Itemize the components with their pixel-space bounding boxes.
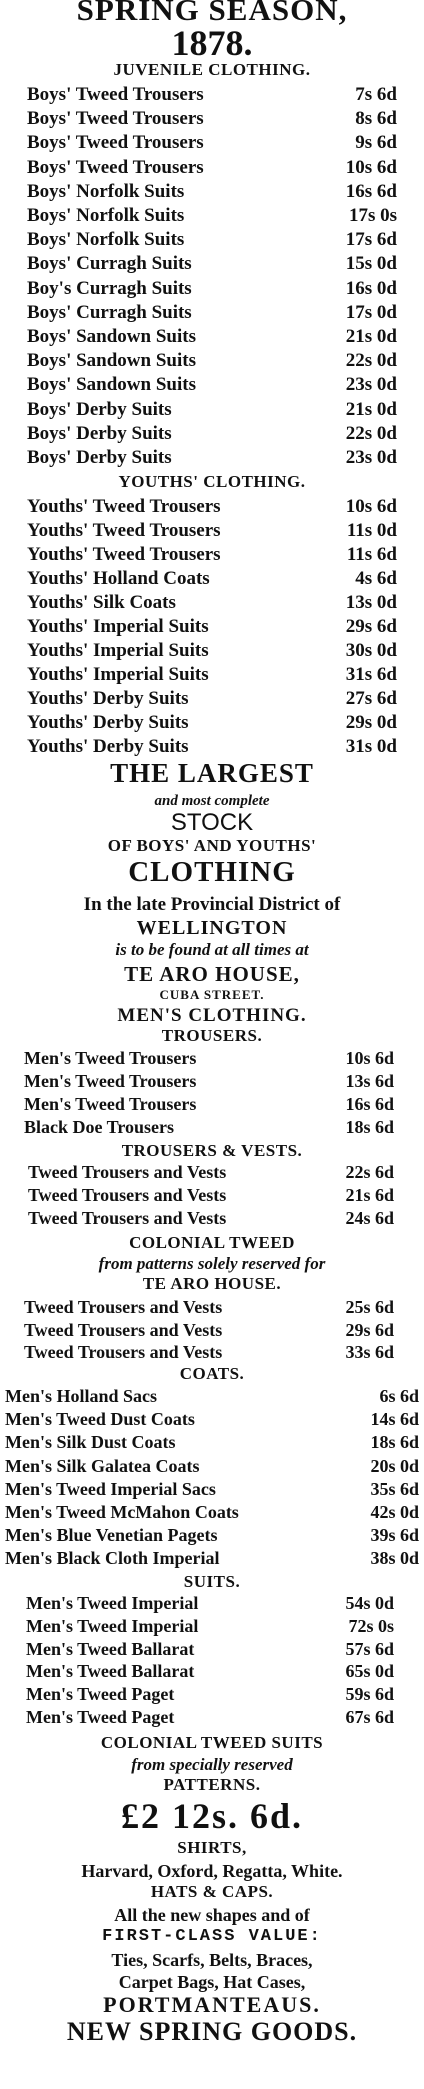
colonial-suits-heading: COLONIAL TWEED SUITS [100, 1733, 324, 1752]
item-price: 72s 0s [348, 1615, 394, 1636]
item-price: 35s 6d [370, 1478, 419, 1499]
price-row [0, 1296, 424, 1319]
price-row [0, 1660, 424, 1683]
item-price: 27s 6d [345, 688, 397, 709]
price-row [0, 325, 424, 348]
item-price: 22s 0d [345, 422, 397, 444]
item-price: 39s 6d [370, 1525, 419, 1546]
price-row [0, 1683, 424, 1706]
item-name: Men's Tweed Dust Coats [5, 1409, 195, 1430]
price-row [0, 301, 424, 324]
price-row [0, 711, 424, 734]
price-row [0, 252, 424, 275]
price-row [0, 1070, 424, 1093]
ad-year: 1878. [171, 23, 253, 63]
item-price: 20s 0d [370, 1455, 419, 1476]
item-price: 22s 0d [345, 350, 397, 372]
item-name: Men's Tweed Ballarat [26, 1661, 195, 1682]
item-name: Men's Black Cloth Imperial [5, 1548, 220, 1569]
item-name: Youths' Tweed Trousers [27, 496, 221, 517]
item-name: Youths' Derby Suits [27, 736, 189, 757]
ad-title: SPRING SEASON, [76, 0, 348, 27]
item-name: Boys' Norfolk Suits [27, 229, 185, 251]
trousers-heading: TROUSERS. [161, 1026, 263, 1045]
item-price: 23s 0d [345, 374, 397, 396]
price-row [0, 422, 424, 445]
item-price: 65s 0d [345, 1661, 394, 1682]
item-price: 13s 0d [345, 592, 397, 613]
item-price: 23s 0d [345, 447, 397, 468]
item-price: 21s 0d [345, 398, 397, 420]
price-row [0, 204, 424, 227]
price-row [0, 1592, 424, 1615]
promo-largest: THE LARGEST [110, 758, 314, 788]
item-name: Men's Tweed Imperial Sacs [5, 1478, 216, 1499]
promo-found: is to be found at all times at [115, 940, 309, 959]
item-name: Boys' Sandown Suits [27, 326, 196, 347]
price-row [0, 1184, 424, 1207]
item-name: Men's Tweed Trousers [24, 1048, 197, 1068]
item-name: Boy's Curragh Suits [27, 277, 192, 299]
mens-heading: MEN'S CLOTHING. [117, 1005, 307, 1026]
promo-stock: STOCK [170, 809, 254, 836]
item-price: 25s 6d [345, 1297, 394, 1317]
price-row [0, 663, 424, 686]
price-row [0, 1501, 424, 1524]
price-row [0, 180, 424, 203]
item-name: Men's Tweed McMahon Coats [5, 1502, 239, 1522]
item-price: 59s 6d [345, 1684, 394, 1705]
item-name: Men's Silk Galatea Coats [5, 1455, 200, 1476]
price-row [0, 373, 424, 396]
price-row [0, 1047, 424, 1070]
price-row [0, 1207, 424, 1230]
item-name: Boys' Norfolk Suits [27, 180, 185, 202]
price-row [0, 228, 424, 251]
item-price: 6s 6d [379, 1386, 419, 1406]
item-price: 9s 6d [355, 132, 397, 154]
price-row [0, 519, 424, 542]
item-name: Boys' Norfolk Suits [27, 205, 185, 226]
price-row [0, 591, 424, 614]
item-name: Men's Tweed Paget [26, 1684, 175, 1705]
promo-street: CUBA STREET. [159, 987, 265, 1002]
item-price: 13s 6d [345, 1071, 394, 1091]
item-price: 29s 6d [345, 1319, 394, 1340]
youths-heading: YOUTHS' CLOTHING. [118, 472, 306, 491]
suit-price-big: £2 12s. 6d. [120, 1796, 304, 1836]
first-class-value: FIRST-CLASS VALUE: [102, 1927, 322, 1946]
item-name: Youths' Imperial Suits [27, 616, 209, 637]
price-row [0, 156, 424, 179]
item-name: Youths' Silk Coats [27, 592, 176, 613]
item-name: Boys' Tweed Trousers [27, 108, 204, 130]
item-price: 38s 0d [370, 1548, 419, 1569]
item-price: 24s 6d [345, 1208, 394, 1228]
item-name: Boys' Curragh Suits [27, 301, 192, 323]
item-name: Men's Tweed Ballarat [26, 1638, 195, 1659]
item-price: 17s 0s [348, 205, 397, 226]
shirt-types: Harvard, Oxford, Regatta, White. [81, 1861, 343, 1881]
item-name: Men's Tweed Paget [26, 1707, 175, 1727]
item-price: 10s 6d [345, 1048, 394, 1068]
item-name: Youths' Holland Coats [27, 568, 210, 589]
item-price: 17s 6d [345, 229, 397, 251]
item-price: 29s 0d [345, 712, 397, 733]
suits-heading: SUITS. [183, 1572, 241, 1591]
price-row [0, 277, 424, 300]
item-price: 18s 6d [345, 1117, 394, 1137]
item-price: 31s 6d [345, 664, 397, 685]
item-price: 10s 6d [345, 496, 397, 517]
price-row [0, 735, 424, 758]
item-name: Boys' Derby Suits [27, 447, 172, 468]
price-row [0, 1706, 424, 1729]
item-price: 33s 6d [345, 1342, 394, 1362]
item-name: Boys' Tweed Trousers [27, 156, 204, 178]
promo-wellington: WELLINGTON [136, 917, 288, 939]
price-row [0, 1547, 424, 1570]
price-row [0, 1615, 424, 1638]
item-name: Youths' Derby Suits [27, 712, 189, 733]
price-row [0, 83, 424, 106]
item-name: Men's Tweed Trousers [24, 1071, 197, 1091]
price-row [0, 107, 424, 130]
item-price: 11s 0d [346, 520, 397, 541]
price-row [0, 1524, 424, 1547]
item-name: Tweed Trousers and Vests [28, 1185, 227, 1205]
shirts-heading: SHIRTS, [177, 1838, 247, 1857]
item-price: 67s 6d [345, 1707, 394, 1727]
item-price: 18s 6d [370, 1432, 419, 1453]
item-price: 16s 0d [345, 277, 397, 299]
price-row [0, 1116, 424, 1139]
vests-heading: TROUSERS & VESTS. [121, 1141, 303, 1160]
item-name: Boys' Sandown Suits [27, 374, 196, 396]
item-price: 22s 6d [345, 1162, 394, 1182]
coats-heading: COATS. [179, 1364, 245, 1383]
price-row [0, 1408, 424, 1431]
item-price: 21s 0d [345, 326, 397, 347]
price-row [0, 349, 424, 372]
price-row [0, 1161, 424, 1184]
price-row [0, 1341, 424, 1364]
new-spring-goods: NEW SPRING GOODS. [66, 2017, 358, 2046]
item-name: Tweed Trousers and Vests [24, 1319, 223, 1340]
item-name: Youths' Imperial Suits [27, 640, 209, 661]
item-name: Boys' Derby Suits [27, 422, 172, 444]
colonial-note: from patterns solely reserved for [98, 1254, 326, 1273]
juvenile-heading: JUVENILE CLOTHING. [113, 60, 311, 79]
item-price: 8s 6d [355, 108, 397, 130]
item-price: 30s 0d [345, 640, 397, 661]
promo-of-boys: OF BOYS' AND YOUTHS' [107, 836, 317, 855]
item-name: Boys' Sandown Suits [27, 350, 196, 372]
item-name: Men's Holland Sacs [5, 1386, 158, 1406]
price-row [0, 1385, 424, 1408]
price-row [0, 398, 424, 421]
price-row [0, 1319, 424, 1342]
item-price: 4s 6d [355, 568, 397, 589]
item-name: Black Doe Trousers [24, 1117, 175, 1137]
item-price: 17s 0d [345, 301, 397, 323]
price-row [0, 1478, 424, 1501]
item-price: 7s 6d [355, 84, 397, 105]
item-price: 42s 0d [370, 1502, 419, 1522]
colonial-suits-note: from specially reserved [131, 1755, 293, 1774]
item-name: Youths' Imperial Suits [27, 664, 209, 685]
price-row [0, 1455, 424, 1478]
price-row [0, 639, 424, 662]
item-price: 10s 6d [345, 156, 397, 178]
item-price: 11s 6d [346, 544, 397, 565]
price-row [0, 567, 424, 590]
portmanteaus: PORTMANTEAUS. [103, 1992, 321, 2017]
patterns-heading: PATTERNS. [163, 1775, 261, 1794]
price-row [0, 495, 424, 518]
promo-district: In the late Provincial District of [83, 894, 341, 915]
item-price: 57s 6d [345, 1638, 394, 1659]
item-name: Boys' Derby Suits [27, 398, 172, 420]
colonial-heading: COLONIAL TWEED [129, 1233, 295, 1252]
item-name: Tweed Trousers and Vests [28, 1208, 227, 1228]
item-name: Men's Blue Venetian Pagets [5, 1525, 218, 1546]
new-shapes: All the new shapes and of [114, 1905, 310, 1925]
item-price: 31s 0d [345, 736, 397, 757]
item-name: Boys' Tweed Trousers [27, 84, 204, 105]
promo-complete: and most complete [154, 793, 270, 809]
item-price: 29s 6d [345, 616, 397, 637]
item-name: Youths' Tweed Trousers [27, 544, 221, 565]
item-price: 14s 6d [370, 1409, 419, 1430]
item-name: Men's Tweed Trousers [24, 1094, 197, 1114]
item-name: Tweed Trousers and Vests [24, 1297, 223, 1317]
item-price: 21s 6d [345, 1185, 394, 1205]
price-row [0, 1093, 424, 1116]
hats-heading: HATS & CAPS. [150, 1882, 274, 1901]
promo-store: TE ARO HOUSE, [124, 962, 300, 986]
item-name: Youths' Derby Suits [27, 688, 189, 709]
promo-clothing: CLOTHING [128, 856, 296, 888]
item-name: Tweed Trousers and Vests [24, 1342, 223, 1362]
item-price: 54s 0d [345, 1593, 394, 1613]
price-row [0, 543, 424, 566]
price-row [0, 687, 424, 710]
item-name: Youths' Tweed Trousers [27, 520, 221, 541]
colonial-store: TE ARO HOUSE. [142, 1274, 282, 1293]
item-price: 16s 6d [345, 180, 397, 202]
item-name: Men's Silk Dust Coats [5, 1432, 176, 1453]
item-name: Tweed Trousers and Vests [28, 1162, 227, 1182]
price-row [0, 615, 424, 638]
price-row [0, 131, 424, 154]
ties-line: Ties, Scarfs, Belts, Braces, [111, 1950, 313, 1970]
carpet-line: Carpet Bags, Hat Cases, [118, 1972, 306, 1992]
item-name: Boys' Tweed Trousers [27, 132, 204, 154]
item-name: Boys' Curragh Suits [27, 253, 192, 275]
item-price: 16s 6d [345, 1094, 394, 1114]
price-row [0, 446, 424, 469]
item-name: Men's Tweed Imperial [26, 1593, 199, 1613]
price-row [0, 1431, 424, 1454]
item-price: 15s 0d [345, 253, 397, 275]
price-row [0, 1638, 424, 1661]
item-name: Men's Tweed Imperial [26, 1615, 199, 1636]
